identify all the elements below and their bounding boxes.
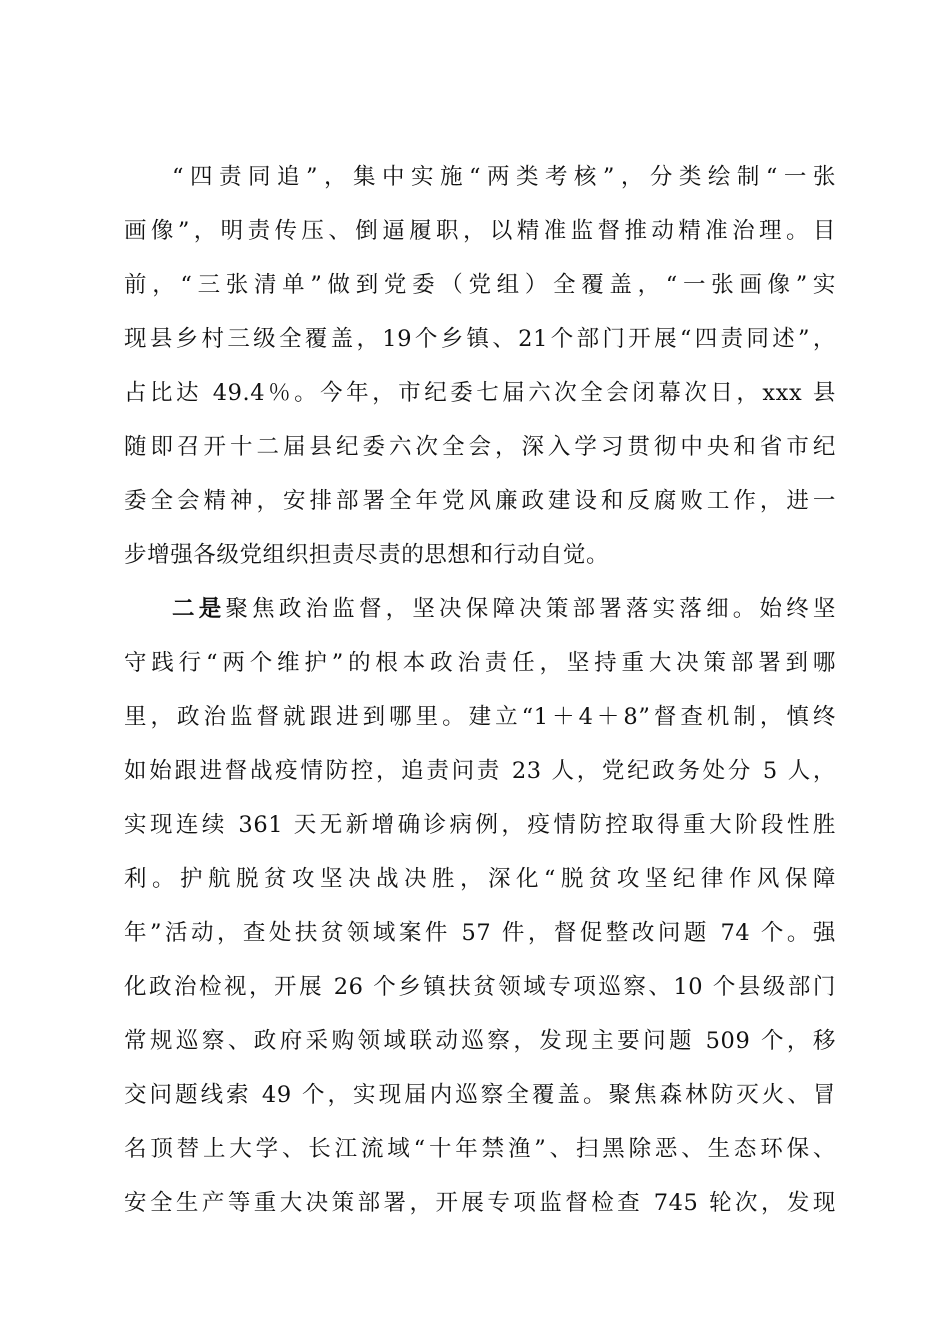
text-line-1: “四责同追”，集中实施“两类考核”，分类绘制“一张	[172, 164, 836, 190]
text-line-18: 交问题线索 49 个，实现届内巡察全覆盖。聚焦森林防灭火、冒	[124, 1082, 836, 1108]
section-two-first-line	[172, 582, 836, 636]
text-line-17: 常规巡察、政府采购领域联动巡察，发现主要问题 509 个，移	[124, 1028, 836, 1054]
text-line-2: 画像”，明责传压、倒逼履职，以精准监督推动精准治理。目	[124, 218, 836, 244]
text-line-7: 委全会精神，安排部署全年党风廉政建设和反腐败工作，进一	[124, 488, 836, 514]
text-line-5: 占比达 49.4％。今年，市纪委七届六次全会闭幕次日，xxx 县	[124, 380, 836, 406]
text-line-16: 化政治检视，开展 26 个乡镇扶贫领域专项巡察、10 个县级部门	[124, 974, 836, 1000]
text-line-6: 随即召开十二届县纪委六次全会，深入学习贯彻中央和省市纪	[124, 434, 836, 460]
text-line-15: 年”活动，查处扶贫领域案件 57 件，督促整改问题 74 个。强	[124, 920, 836, 946]
section-two-lead: 二是	[172, 596, 226, 622]
text-line-12: 如始跟进督战疫情防控，追责问责 23 人，党纪政务处分 5 人，	[124, 758, 836, 784]
text-line-13: 实现连续 361 天无新增确诊病例，疫情防控取得重大阶段性胜	[124, 812, 836, 838]
text-line-14: 利。护航脱贫攻坚决战决胜，深化“脱贫攻坚纪律作风保障	[124, 866, 836, 892]
text-line-10: 守践行“两个维护”的根本政治责任，坚持重大决策部署到哪	[124, 650, 836, 676]
text-line-4: 现县乡村三级全覆盖，19个乡镇、21个部门开展“四责同述”，	[124, 326, 836, 352]
text-line-9: 聚焦政治监督，坚决保障决策部署落实落细。始终坚	[225, 596, 837, 622]
text-line-19: 名顶替上大学、长江流域“十年禁渔”、扫黑除恶、生态环保、	[124, 1136, 836, 1162]
text-line-11: 里，政治监督就跟进到哪里。建立“1＋4＋8”督查机制，慎终	[124, 704, 836, 730]
text-line-8: 步增强各级党组织担责尽责的思想和行动自觉。	[124, 542, 610, 568]
text-line-3: 前，“三张清单”做到党委（党组）全覆盖，“一张画像”实	[124, 272, 836, 298]
text-line-20: 安全生产等重大决策部署，开展专项监督检查 745 轮次，发现	[124, 1190, 836, 1216]
